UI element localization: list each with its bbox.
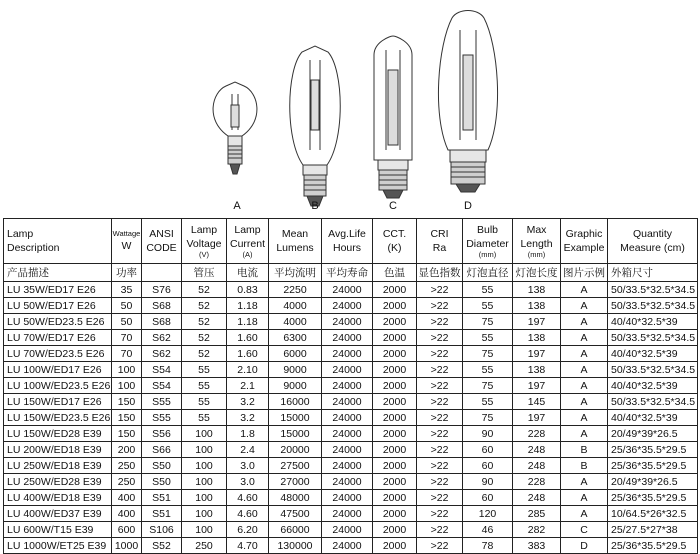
cell-cct: 2000 [373,330,417,346]
cell-description: LU 150W/ED23.5 E26 [4,410,112,426]
cell-diameter: 55 [463,362,513,378]
cell-current: 2.4 [227,442,269,458]
cell-lumens: 66000 [269,522,322,538]
cell-quantity: 25/36*35.5*29.5 [608,490,698,506]
cell-cri: >22 [417,538,463,554]
cell-cri: >22 [417,410,463,426]
cell-quantity: 40/40*32.5*39 [608,346,698,362]
cell-lumens: 4000 [269,298,322,314]
cell-wattage: 200 [112,442,142,458]
cell-lumens: 9000 [269,378,322,394]
cell-current: 2.1 [227,378,269,394]
cell-ansi: S62 [142,330,182,346]
cell-voltage: 52 [182,346,227,362]
cell-cri: >22 [417,522,463,538]
table-row [4,298,698,314]
cell-diameter: 75 [463,346,513,362]
cell-quantity: 50/33.5*32.5*34.5 [608,330,698,346]
cell-diameter: 55 [463,330,513,346]
cell-cri: >22 [417,378,463,394]
cell-life: 24000 [322,362,373,378]
cell-quantity: 40/40*32.5*39 [608,314,698,330]
cell-diameter: 55 [463,282,513,298]
cell-graphic: A [561,330,608,346]
cell-cri: >22 [417,474,463,490]
cell-life: 24000 [322,490,373,506]
cell-description: LU 100W/ED17 E26 [4,362,112,378]
cell-graphic: A [561,314,608,330]
cell-description: LU 400W/ED37 E39 [4,506,112,522]
cell-wattage: 70 [112,346,142,362]
cell-current: 1.18 [227,314,269,330]
cn-header-cell [142,264,182,282]
lamp-b-drawing [290,46,341,206]
cn-header-cell: 色温 [373,264,417,282]
cell-cri: >22 [417,282,463,298]
col-lamp-current: Lamp Current (A) [227,219,269,264]
cell-cri: >22 [417,442,463,458]
cell-description: LU 70W/ED23.5 E26 [4,346,112,362]
table-row [4,410,698,426]
cell-ansi: S54 [142,362,182,378]
cell-voltage: 52 [182,298,227,314]
header-row [4,219,698,264]
lamp-b-label: B [311,200,319,212]
table-row [4,362,698,378]
cell-length: 282 [513,522,561,538]
cell-length: 248 [513,442,561,458]
cell-ansi: S51 [142,506,182,522]
cell-quantity: 25/27.5*27*38 [608,522,698,538]
cell-graphic: B [561,442,608,458]
cell-diameter: 60 [463,442,513,458]
cell-lumens: 6300 [269,330,322,346]
cell-cct: 2000 [373,506,417,522]
cell-length: 197 [513,410,561,426]
cell-life: 24000 [322,410,373,426]
table-row [4,314,698,330]
cell-voltage: 52 [182,330,227,346]
cn-header-cell: 灯泡直径 [463,264,513,282]
spec-table-body [4,282,698,554]
cell-current: 1.8 [227,426,269,442]
cell-ansi: S52 [142,538,182,554]
cell-cct: 2000 [373,298,417,314]
cell-current: 3.0 [227,458,269,474]
cell-cct: 2000 [373,474,417,490]
cell-voltage: 52 [182,314,227,330]
cell-voltage: 100 [182,490,227,506]
cell-life: 24000 [322,538,373,554]
cell-current: 1.60 [227,330,269,346]
cell-description: LU 400W/ED18 E39 [4,490,112,506]
cell-diameter: 46 [463,522,513,538]
cell-cri: >22 [417,362,463,378]
cell-life: 24000 [322,506,373,522]
col-avg-life: Avg.Life Hours [322,219,373,264]
lamp-drawings [0,0,700,218]
col-cri: CRI Ra [417,219,463,264]
cell-length: 197 [513,378,561,394]
cell-description: LU 250W/ED28 E39 [4,474,112,490]
cell-length: 138 [513,362,561,378]
cell-current: 6.20 [227,522,269,538]
cell-ansi: S66 [142,442,182,458]
cell-description: LU 70W/ED17 E26 [4,330,112,346]
cn-header-cell: 平均流明 [269,264,322,282]
cell-lumens: 47500 [269,506,322,522]
cell-diameter: 90 [463,426,513,442]
cell-lumens: 9000 [269,362,322,378]
cell-ansi: S106 [142,522,182,538]
lamp-a-label: A [233,200,241,212]
cell-current: 4.60 [227,506,269,522]
cell-graphic: A [561,490,608,506]
cell-life: 24000 [322,346,373,362]
cell-cct: 2000 [373,362,417,378]
cell-ansi: S56 [142,426,182,442]
cell-description: LU 150W/ED17 E26 [4,394,112,410]
cell-ansi: S51 [142,490,182,506]
cell-cct: 2000 [373,490,417,506]
cell-lumens: 27500 [269,458,322,474]
col-ansi-code: ANSI CODE [142,219,182,264]
col-lamp-description: Lamp Description [4,219,112,264]
cell-quantity: 25/36*35.5*29.5 [608,538,698,554]
cell-ansi: S62 [142,346,182,362]
cell-cri: >22 [417,506,463,522]
cell-length: 285 [513,506,561,522]
cell-description: LU 100W/ED23.5 E26 [4,378,112,394]
cell-cct: 2000 [373,442,417,458]
lamp-illustrations [0,0,700,218]
cell-length: 197 [513,346,561,362]
cell-cct: 2000 [373,426,417,442]
cell-current: 3.2 [227,394,269,410]
table-row [4,490,698,506]
cell-life: 24000 [322,314,373,330]
cell-cri: >22 [417,458,463,474]
cell-length: 197 [513,314,561,330]
table-row [4,538,698,554]
cell-cct: 2000 [373,346,417,362]
cn-header-cell: 显色指数 [417,264,463,282]
cell-wattage: 35 [112,282,142,298]
table-row [4,330,698,346]
cell-lumens: 27000 [269,474,322,490]
cell-graphic: D [561,538,608,554]
cell-wattage: 50 [112,314,142,330]
cell-diameter: 75 [463,314,513,330]
cell-voltage: 100 [182,506,227,522]
cell-cri: >22 [417,314,463,330]
cn-header-cell: 图片示例 [561,264,608,282]
cell-diameter: 60 [463,490,513,506]
cell-length: 383 [513,538,561,554]
cell-lumens: 130000 [269,538,322,554]
cell-ansi: S68 [142,298,182,314]
table-row [4,346,698,362]
cell-current: 0.83 [227,282,269,298]
lamp-a-drawing [213,82,257,174]
cell-graphic: A [561,346,608,362]
cell-quantity: 50/33.5*32.5*34.5 [608,282,698,298]
cell-cct: 2000 [373,522,417,538]
cell-lumens: 2250 [269,282,322,298]
cell-diameter: 55 [463,394,513,410]
cell-diameter: 78 [463,538,513,554]
cell-lumens: 48000 [269,490,322,506]
cell-length: 228 [513,474,561,490]
cell-life: 24000 [322,442,373,458]
cell-diameter: 75 [463,410,513,426]
cell-graphic: A [561,298,608,314]
cell-graphic: A [561,506,608,522]
col-max-length: Max Length (mm) [513,219,561,264]
cell-graphic: A [561,410,608,426]
cell-life: 24000 [322,378,373,394]
col-wattage: Wattage W [112,219,142,264]
table-row [4,282,698,298]
cell-ansi: S55 [142,410,182,426]
cell-diameter: 55 [463,298,513,314]
cell-length: 248 [513,490,561,506]
cell-life: 24000 [322,298,373,314]
cell-description: LU 600W/T15 E39 [4,522,112,538]
cell-graphic: A [561,282,608,298]
cell-voltage: 55 [182,378,227,394]
table-row [4,378,698,394]
cell-voltage: 55 [182,394,227,410]
cell-life: 24000 [322,282,373,298]
cell-description: LU 1000W/ET25 E39 [4,538,112,554]
cell-wattage: 150 [112,410,142,426]
cell-life: 24000 [322,426,373,442]
cell-wattage: 400 [112,490,142,506]
cell-quantity: 40/40*32.5*39 [608,410,698,426]
cell-current: 1.60 [227,346,269,362]
lamp-d-drawing [438,11,497,193]
cell-diameter: 75 [463,378,513,394]
cell-description: LU 50W/ED23.5 E26 [4,314,112,330]
cell-quantity: 25/36*35.5*29.5 [608,442,698,458]
cell-wattage: 100 [112,378,142,394]
cell-lumens: 16000 [269,394,322,410]
cell-current: 1.18 [227,298,269,314]
cell-lumens: 4000 [269,314,322,330]
cell-voltage: 250 [182,538,227,554]
cell-current: 3.2 [227,410,269,426]
cell-voltage: 100 [182,442,227,458]
cell-current: 4.70 [227,538,269,554]
cell-current: 2.10 [227,362,269,378]
table-row [4,474,698,490]
cell-length: 145 [513,394,561,410]
cell-quantity: 40/40*32.5*39 [608,378,698,394]
cell-lumens: 6000 [269,346,322,362]
col-lamp-voltage: Lamp Voltage (V) [182,219,227,264]
cell-cri: >22 [417,346,463,362]
cell-ansi: S68 [142,314,182,330]
cell-description: LU 150W/ED28 E39 [4,426,112,442]
cell-quantity: 50/33.5*32.5*34.5 [608,394,698,410]
cell-current: 3.0 [227,474,269,490]
cell-length: 138 [513,298,561,314]
cell-wattage: 150 [112,426,142,442]
cell-description: LU 35W/ED17 E26 [4,282,112,298]
cell-voltage: 100 [182,458,227,474]
cell-length: 138 [513,330,561,346]
cell-wattage: 50 [112,298,142,314]
cell-wattage: 100 [112,362,142,378]
cell-graphic: A [561,378,608,394]
cell-graphic: A [561,474,608,490]
cell-lumens: 15000 [269,426,322,442]
cell-life: 24000 [322,330,373,346]
cell-length: 248 [513,458,561,474]
cn-header-cell: 产品描述 [4,264,112,282]
cell-length: 138 [513,282,561,298]
table-row [4,394,698,410]
cell-description: LU 200W/ED18 E39 [4,442,112,458]
cn-header-cell: 电流 [227,264,269,282]
cell-wattage: 250 [112,474,142,490]
cell-cct: 2000 [373,458,417,474]
cell-cri: >22 [417,330,463,346]
cell-diameter: 60 [463,458,513,474]
cell-quantity: 20/49*39*26.5 [608,474,698,490]
cell-cct: 2000 [373,410,417,426]
cell-ansi: S50 [142,458,182,474]
cell-cct: 2000 [373,314,417,330]
cell-cri: >22 [417,490,463,506]
cell-quantity: 25/36*35.5*29.5 [608,458,698,474]
table-row [4,426,698,442]
cell-description: LU 250W/ED18 E39 [4,458,112,474]
cell-cri: >22 [417,426,463,442]
col-graphic-example: Graphic Example [561,219,608,264]
cell-life: 24000 [322,522,373,538]
cell-diameter: 120 [463,506,513,522]
cell-quantity: 10/64.5*26*32.5 [608,506,698,522]
cell-wattage: 600 [112,522,142,538]
cell-description: LU 50W/ED17 E26 [4,298,112,314]
cell-wattage: 1000 [112,538,142,554]
lamp-c-label: C [389,200,397,212]
cell-cct: 2000 [373,282,417,298]
header-row-chinese [4,264,698,282]
cell-ansi: S50 [142,474,182,490]
cell-life: 24000 [322,458,373,474]
cell-length: 228 [513,426,561,442]
cell-cct: 2000 [373,378,417,394]
cell-wattage: 400 [112,506,142,522]
cell-lumens: 20000 [269,442,322,458]
cell-lumens: 15000 [269,410,322,426]
cell-voltage: 52 [182,282,227,298]
cell-cct: 2000 [373,538,417,554]
cell-graphic: C [561,522,608,538]
cell-cri: >22 [417,394,463,410]
cell-voltage: 100 [182,474,227,490]
cell-voltage: 55 [182,410,227,426]
lamp-c-drawing [374,36,412,198]
cell-ansi: S54 [142,378,182,394]
cell-graphic: B [561,458,608,474]
cell-current: 4.60 [227,490,269,506]
cell-diameter: 90 [463,474,513,490]
table-row [4,458,698,474]
cell-life: 24000 [322,474,373,490]
cell-ansi: S55 [142,394,182,410]
cell-wattage: 250 [112,458,142,474]
lamp-d-label: D [464,200,472,212]
cell-life: 24000 [322,394,373,410]
cell-quantity: 20/49*39*26.5 [608,426,698,442]
cn-header-cell: 平均寿命 [322,264,373,282]
col-bulb-diameter: Bulb Diameter (mm) [463,219,513,264]
cell-voltage: 100 [182,426,227,442]
cell-graphic: A [561,426,608,442]
cell-voltage: 100 [182,522,227,538]
cell-wattage: 70 [112,330,142,346]
cn-header-cell: 外箱尺寸 [608,264,698,282]
spec-table [3,218,698,554]
col-cct: CCT. (K) [373,219,417,264]
cell-wattage: 150 [112,394,142,410]
col-mean-lumens: Mean Lumens [269,219,322,264]
cell-voltage: 55 [182,362,227,378]
cell-quantity: 50/33.5*32.5*34.5 [608,362,698,378]
table-row [4,522,698,538]
cell-cct: 2000 [373,394,417,410]
cell-graphic: A [561,362,608,378]
table-row [4,506,698,522]
cn-header-cell: 管压 [182,264,227,282]
cell-graphic: A [561,394,608,410]
cell-ansi: S76 [142,282,182,298]
col-quantity-measure: Quantity Measure (cm) [608,219,698,264]
cn-header-cell: 功率 [112,264,142,282]
cell-quantity: 50/33.5*32.5*34.5 [608,298,698,314]
table-row [4,442,698,458]
cn-header-cell: 灯泡长度 [513,264,561,282]
cell-cri: >22 [417,298,463,314]
